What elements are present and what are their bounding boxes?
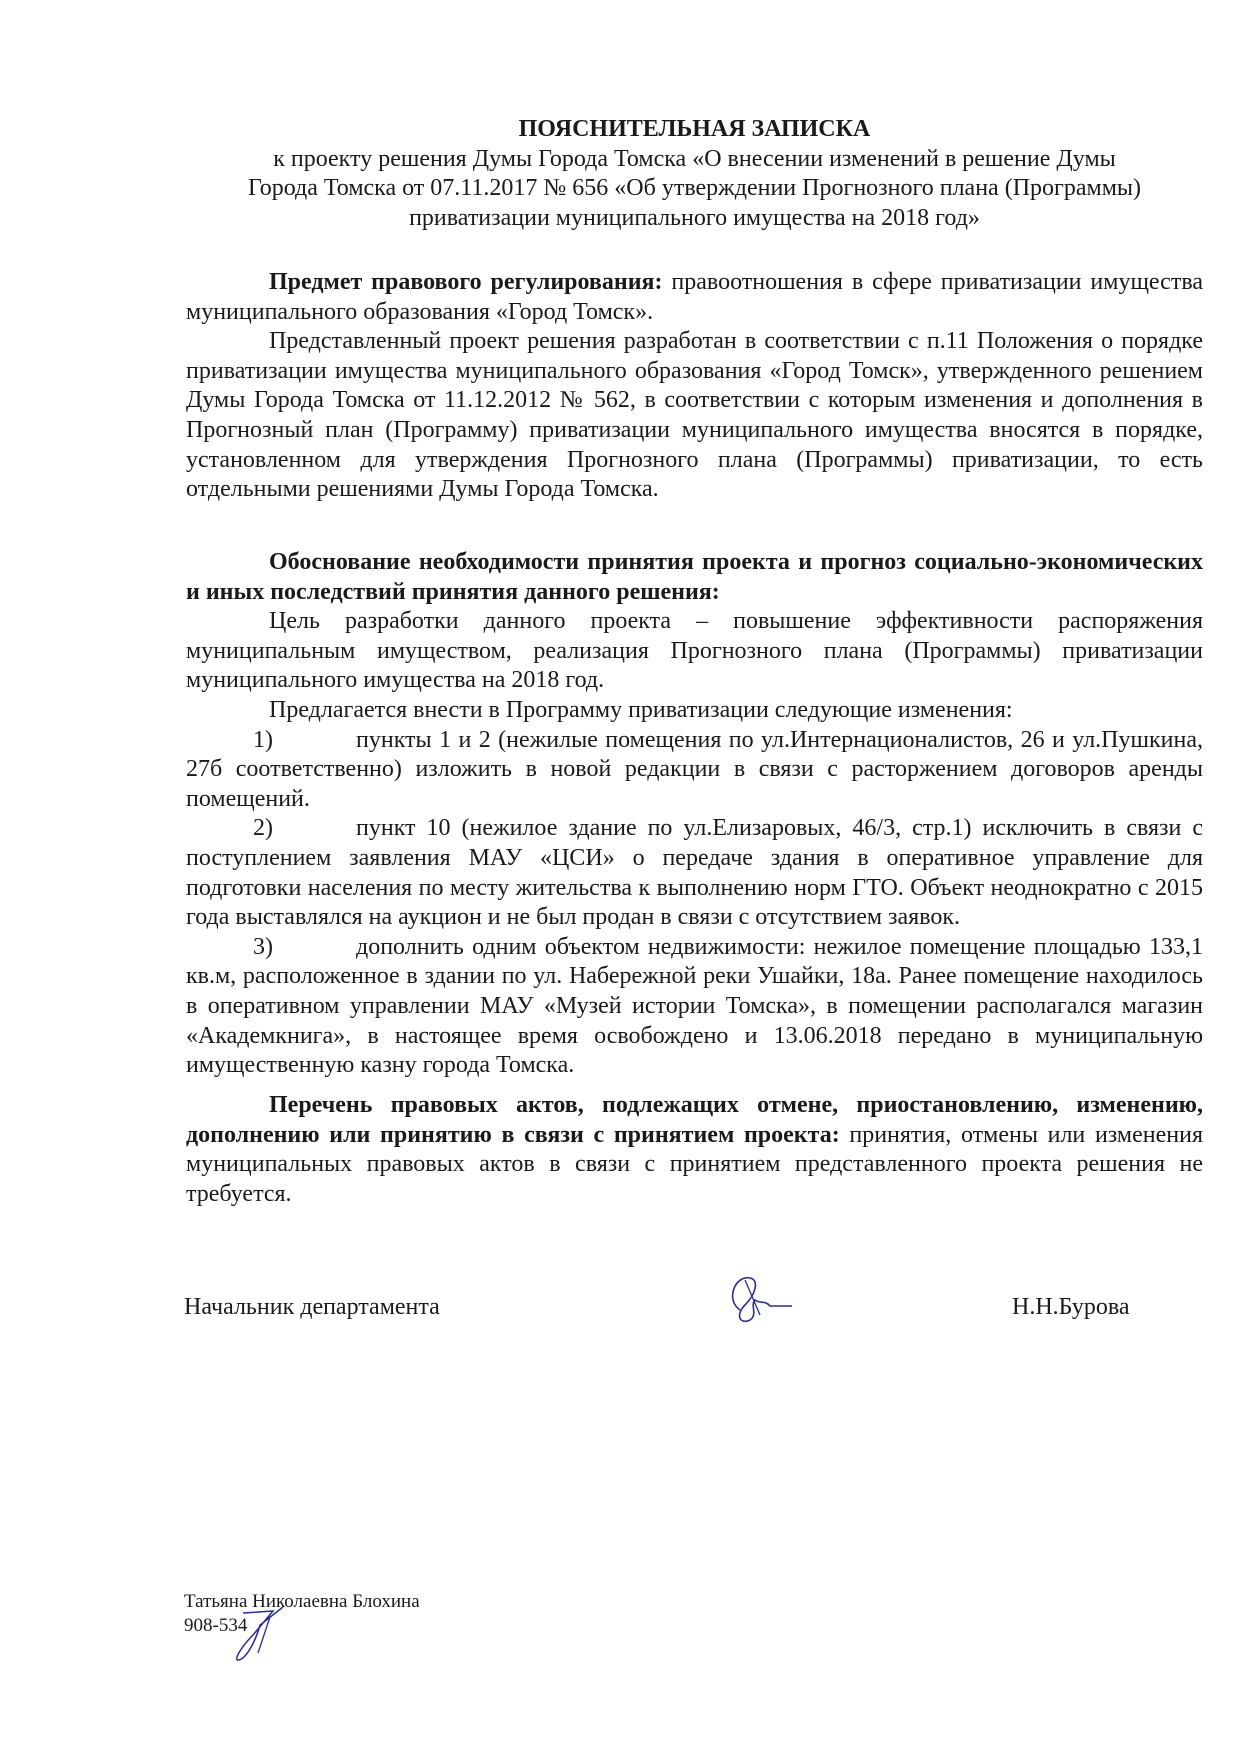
paragraph: Предлагается внести в Программу приватизации следующие изменения: <box>269 696 1013 723</box>
paragraph: Цель разработки данного проекта – повышение эффективности распоряжения муниципальным имуществом, реализация Прогнозного плана (Программы) приватизации муниципального имущества на 2018 год. <box>186 608 1203 694</box>
list-item <box>186 814 1203 932</box>
handwritten-signature <box>720 1270 795 1330</box>
paragraph-text: правоотношения в сфере приватизации имущества муниципального образования «Город Томск». <box>186 269 1203 325</box>
list-text: пункт 10 (нежилое здание по ул.Елизаровых, 46/3, стр.1) исключить в связи с поступлением заявления МАУ «ЦСИ» о передаче здания в оперативное управление для подготовки населения по месту жительства к выполнению норм ГТО. Объект неоднократно с 2015 года выставлялся на аукцион и не был продан в связи с отсутствием заявок. <box>186 815 1203 931</box>
section-subject <box>186 268 1203 505</box>
contact-phone: 908-534 <box>184 1615 248 1636</box>
list-text: пункты 1 и 2 (нежилые помещения по ул.Интернационалистов, 26 и ул.Пушкина, 27б соответственно) изложить в новой редакции в связи с расторжением договоров аренды помещений. <box>186 726 1203 812</box>
list-item <box>186 726 1203 815</box>
subtitle-line: приватизации муниципального имущества на 2018 год» <box>409 204 980 231</box>
section-heading: Перечень правовых актов, подлежащих отмене, приостановлению, изменению, дополнению или принятию в связи с принятием проекта: <box>186 1092 1203 1148</box>
section-legal-acts <box>186 1091 1203 1209</box>
section-heading <box>186 548 1203 607</box>
section-heading-text: Обоснование необходимости принятия проекта и прогноз социально-экономических и иных последствий принятия данного решения: <box>186 549 1203 605</box>
list-number: 3) <box>253 933 273 960</box>
signatory-name: Н.Н.Бурова <box>1012 1294 1130 1320</box>
list-item <box>186 933 1203 1081</box>
subtitle-line: Города Томска от 07.11.2017 № 656 «Об утверждении Прогнозного плана (Программы) <box>247 175 1142 202</box>
signatory-position: Начальник департамента <box>184 1294 440 1320</box>
list-text: дополнить одним объектом недвижимости: нежилое помещение площадью 133,1 кв.м, расположенное в здании по ул. Набережной реки Ушайки, 18а. Ранее помещение находилось в оперативном управлении МАУ «Музей истории Томска», в помещении располагался магазин «Академкнига», в настоящее время освобождено и 13.06.2018 передано в муниципальную имущественную казну города Томска. <box>186 933 1203 1079</box>
document-header <box>186 115 1203 233</box>
list-number: 1) <box>253 726 273 753</box>
paragraph <box>186 1091 1203 1209</box>
contact-initials-signature <box>228 1605 308 1665</box>
contact-name: Татьяна Николаевна Блохина <box>184 1591 420 1612</box>
section-justification <box>186 548 1203 1081</box>
paragraph-text: принятия, отмены или изменения муниципальных правовых актов в связи с принятием представленного проекта решения не требуется. <box>186 1121 1203 1207</box>
document-title: ПОЯСНИТЕЛЬНАЯ ЗАПИСКА <box>518 116 871 142</box>
section-heading: Предмет правового регулирования: <box>269 269 663 295</box>
list-number: 2) <box>253 815 273 842</box>
subtitle-line: к проекту решения Думы Города Томска «О внесении изменений в решение Думы <box>273 145 1116 172</box>
paragraph <box>186 268 1203 327</box>
paragraph: Представленный проект решения разработан в соответствии с п.11 Положения о порядке приватизации имущества муниципального образования «Город Томск», утвержденного решением Думы Города Томска от 11.12.2012 № 562, в соответствии с которым изменения и дополнения в Прогнозный план (Программу) приватизации муниципального имущества вносятся в порядке, установленном для утверждения Прогнозного плана (Программы) приватизации, то есть отдельными решениями Думы Города Томска. <box>186 328 1203 503</box>
